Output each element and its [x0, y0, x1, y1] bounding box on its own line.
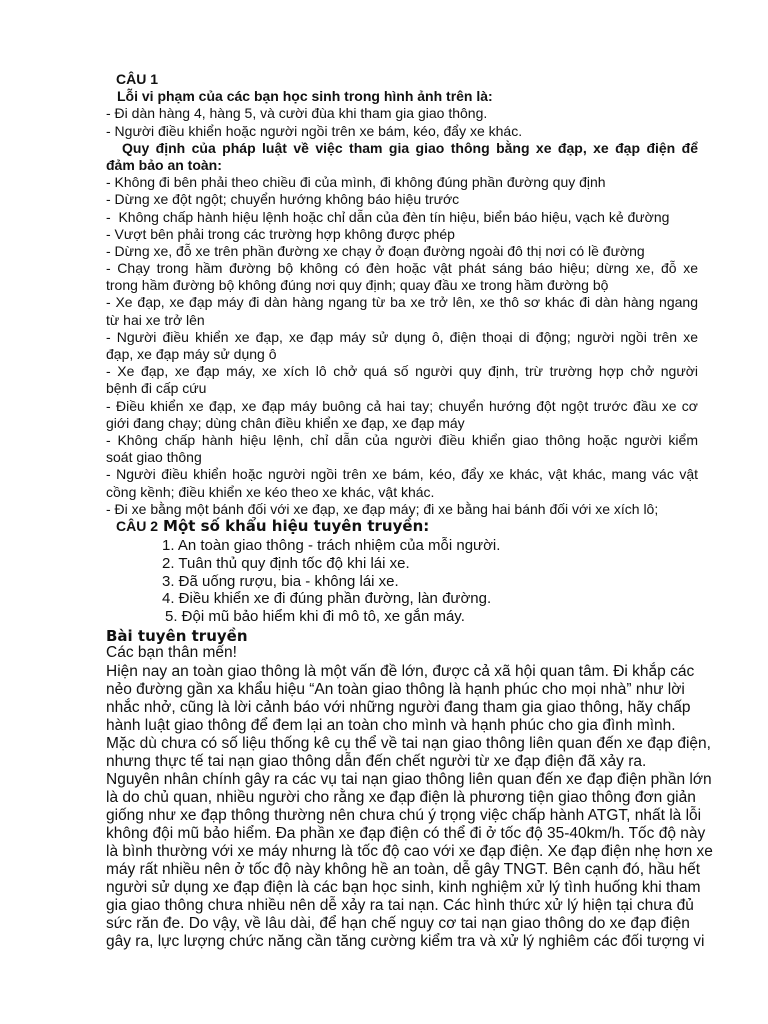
- article-body: [106, 663, 713, 951]
- article-line: nhắc nhở, cũng là lời cảnh báo với những người đang tham gia giao thông, hãy chấp: [106, 699, 691, 716]
- law-line: cồng kềnh; điều khiển xe kéo theo xe khác, vật khác.: [106, 483, 435, 500]
- article-line: nẻo đường gần xa khẩu hiệu “An toàn giao thông là hạnh phúc cho mọi nhà” như lời: [106, 681, 685, 698]
- article-line: gia giao thông chưa nhiều nên dễ xảy ra tai nạn. Các hình thức xử lý hiện tại chưa đủ: [106, 897, 694, 914]
- law-line: - Đi xe bằng một bánh đối với xe đạp, xe đạp máy; đi xe bằng hai bánh đối với xe xích lô;: [106, 500, 659, 517]
- question-2-label: CÂU 2: [116, 517, 159, 534]
- violation-item: - Người điều khiển hoặc người ngồi trên xe bám, kéo, đẩy xe khác.: [106, 122, 523, 139]
- article-greeting: Các bạn thân mến!: [106, 644, 237, 661]
- law-line: - Không chấp hành hiệu lệnh hoặc chỉ dẫn của đèn tín hiệu, biển báo hiệu, vạch kẻ đường: [106, 208, 670, 225]
- article-line: Mặc dù chưa có số liệu thống kê cụ thể về tai nạn giao thông liên quan đến xe đạp điện,: [106, 735, 711, 752]
- law-line: soát giao thông: [106, 449, 202, 466]
- slogan-item: 3. Đã uống rượu, bia - không lái xe.: [162, 572, 399, 590]
- article-line: gây ra, lực lượng chức năng cần tăng cường kiểm tra và xử lý nghiêm các đối tượng vi: [106, 933, 705, 950]
- law-line: - Chạy trong hầm đường bộ không có đèn hoặc vật phát sáng báo hiệu; dừng xe, đỗ xe: [106, 260, 698, 277]
- article-line: giống như xe đạp thông thường nên chưa chú ý trọng việc chấp hành ATGT, nhất là lỗi: [106, 807, 702, 824]
- law-line: - Vượt bên phải trong các trường hợp không được phép: [106, 225, 455, 242]
- law-line: - Dừng xe, đỗ xe trên phần đường xe chạy ở đoạn đường ngoài đô thị nơi có lề đường: [106, 242, 645, 259]
- law-line: - Không đi bên phải theo chiều đi của mình, đi không đúng phần đường quy định: [106, 174, 606, 191]
- question-2-heading: Một số khẩu hiệu tuyên truyền:: [163, 516, 430, 535]
- law-line: trong hầm đường bộ không đúng nơi quy định; quay đầu xe trong hầm đường bộ: [106, 277, 609, 294]
- article-line: là bình thường với xe máy nhưng là tốc độ cao với xe đạp điện. Xe đạp điện nhẹ hơn xe: [106, 843, 713, 860]
- law-line: giới đang chạy; dùng chân điều khiển xe đạp, xe đạp máy: [106, 414, 465, 431]
- article-line: Nguyên nhân chính gây ra các vụ tai nạn giao thông liên quan đến xe đạp điện phần lớn: [106, 771, 712, 788]
- article-line: nhưng thực tế tai nạn giao thông dẫn đến chết người từ xe đạp điện đã xảy ra.: [106, 753, 647, 770]
- article-title: Bài tuyên truyền: [106, 627, 248, 645]
- law-line: - Không chấp hành hiệu lệnh, chỉ dẫn của người điều khiển giao thông hoặc người kiểm: [106, 431, 698, 448]
- article-line: không đội mũ bảo hiểm. Đa phần xe đạp điện có thể đi ở tốc độ 35-40km/h. Tốc độ này: [106, 825, 706, 842]
- article-line: máy rất nhiều nên ở tốc độ này không hề an toàn, dễ gây TNGT. Bên cạnh đó, hầu hết: [106, 861, 701, 878]
- slogan-list: [162, 537, 722, 626]
- law-heading-line: đảm bảo an toàn:: [106, 156, 222, 173]
- law-line: - Người điều khiển xe đạp, xe đạp máy sử dụng ô, điện thoại di động; người ngồi trên xe: [106, 328, 698, 345]
- slogan-item: 2. Tuân thủ quy định tốc độ khi lái xe.: [162, 554, 410, 572]
- law-line: - Dừng xe đột ngột; chuyển hướng không báo hiệu trước: [106, 191, 460, 208]
- violation-item: - Đi dàn hàng 4, hàng 5, và cười đùa khi tham gia giao thông.: [106, 105, 488, 122]
- slogan-item: 5. Đội mũ bảo hiểm khi đi mô tô, xe gắn máy.: [165, 608, 465, 625]
- law-line: - Người điều khiển hoặc người ngồi trên xe bám, kéo, đẩy xe khác, vật khác, mang vác vật: [106, 466, 698, 483]
- question-1-section: [106, 71, 698, 535]
- law-heading-line: Quy định của pháp luật về việc tham gia giao thông bằng xe đạp, xe đạp điện để: [122, 139, 698, 156]
- article-line: sức răn đe. Do vậy, về lâu dài, để hạn chế nguy cơ tai nạn giao thông do xe đạp điện: [106, 915, 690, 932]
- article-line: người sử dụng xe đạp điện là các bạn học sinh, kinh nghiệm xử lý tình huống khi tham: [106, 879, 701, 896]
- law-line: - Điều khiển xe đạp, xe đạp máy buông cả hai tay; chuyển hướng đột ngột trước đầu xe cơ: [106, 397, 698, 414]
- law-line: - Xe đạp, xe đạp máy, xe xích lô chở quá số người quy định, trừ trường hợp chở người: [106, 363, 698, 380]
- question-2-heading-row: [106, 518, 698, 535]
- article-line: hành luật giao thông để đem lại an toàn cho mình và hạnh phúc cho gia đình mình.: [106, 717, 676, 734]
- law-line: - Xe đạp, xe đạp máy đi dàn hàng ngang từ ba xe trở lên, xe thô sơ khác đi dàn hàng ngang: [106, 294, 698, 311]
- law-line: đạp, xe đạp máy sử dụng ô: [106, 346, 277, 362]
- article-line: Hiện nay an toàn giao thông là một vấn đề lớn, được cả xã hội quan tâm. Đi khắp các: [106, 663, 695, 680]
- question-1-label: CÂU 1: [116, 71, 159, 87]
- law-line: bệnh đi cấp cứu: [106, 380, 207, 397]
- law-line: từ hai xe trở lên: [106, 311, 205, 328]
- article-line: là do chủ quan, nhiều người cho rằng xe đạp điện là phương tiện giao thông đơn giản: [106, 789, 696, 806]
- slogan-item: 4. Điều khiển xe đi đúng phần đường, làn đường.: [162, 590, 492, 608]
- slogan-item: 1. An toàn giao thông - trách nhiệm của mỗi người.: [162, 537, 501, 554]
- violations-heading: Lỗi vi phạm của các bạn học sinh trong hình ảnh trên là:: [117, 88, 493, 105]
